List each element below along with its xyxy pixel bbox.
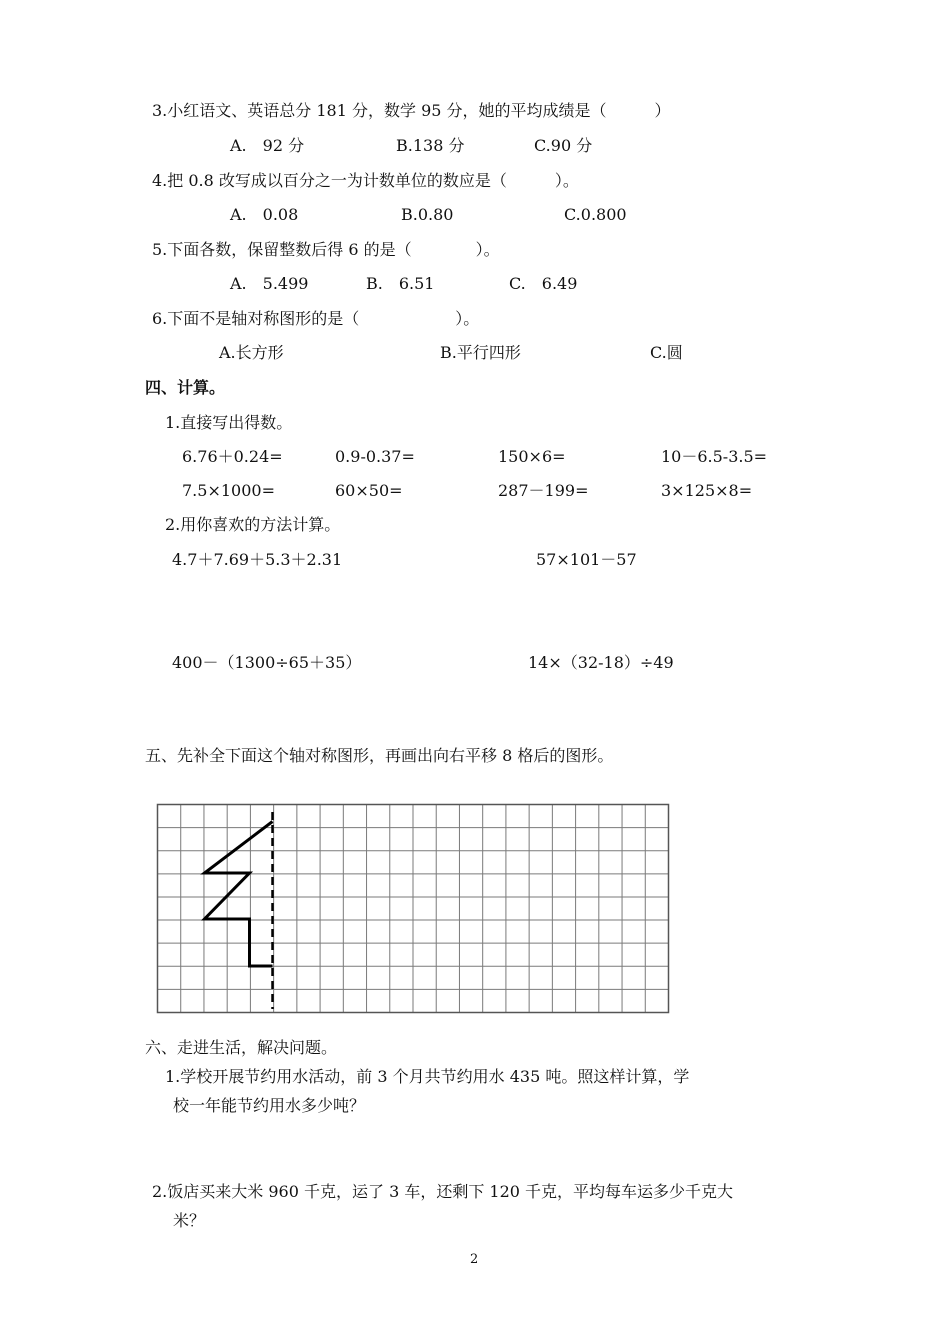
problem-1-line-1: 1.学校开展节约用水活动，前 3 个月共节约用水 435 吨。照这样计算，学	[165, 1067, 690, 1086]
problem-1-line-2: 校一年能节约用水多少吨？	[173, 1096, 366, 1115]
calc-1-2: 0.9-0.37=	[335, 447, 415, 466]
question-4: 4.把 0.8 改写成以百分之一为计数单位的数应是（ ）。	[152, 171, 579, 190]
page-number: 2	[470, 1252, 479, 1267]
expression-4: 14×（32-18）÷49	[528, 653, 674, 672]
calc-1-4: 10－6.5-3.5=	[661, 447, 768, 466]
calc-1-1: 6.76＋0.24=	[182, 447, 283, 466]
q6-option-c: C.圆	[650, 343, 683, 362]
expression-1: 4.7＋7.69＋5.3＋2.31	[172, 550, 343, 569]
q3-option-b: B.138 分	[396, 136, 465, 155]
question-6: 6.下面不是轴对称图形的是（ ）。	[152, 309, 480, 328]
calc-2-3: 287－199=	[498, 481, 589, 500]
part-2-title: 2.用你喜欢的方法计算。	[165, 515, 341, 534]
q3-option-a: A. 92 分	[230, 136, 305, 155]
calc-2-4: 3×125×8=	[661, 481, 753, 500]
q4-option-b: B.0.80	[401, 205, 454, 224]
q4-option-a: A. 0.08	[230, 205, 299, 224]
calc-2-1: 7.5×1000=	[182, 481, 275, 500]
q3-option-c: C.90 分	[534, 136, 593, 155]
calc-2-2: 60×50=	[335, 481, 403, 500]
q4-option-c: C.0.800	[564, 205, 627, 224]
q5-option-c: C. 6.49	[509, 274, 578, 293]
q5-option-b: B. 6.51	[366, 274, 435, 293]
drawing-grid	[155, 802, 671, 1019]
question-5: 5.下面各数，保留整数后得 6 的是（ ）。	[152, 240, 500, 259]
question-3: 3.小红语文、英语总分 181 分，数学 95 分，她的平均成绩是（ ）	[152, 101, 671, 120]
calc-1-3: 150×6=	[498, 447, 566, 466]
q6-option-b: B.平行四形	[440, 343, 521, 362]
problem-2-line-1: 2.饭店买来大米 960 千克，运了 3 车，还剩下 120 千克，平均每车运多少千克大	[152, 1182, 734, 1201]
section-5-heading: 五、先补全下面这个轴对称图形，再画出向右平移 8 格后的图形。	[145, 746, 614, 765]
expression-2: 57×101－57	[536, 550, 637, 569]
part-1-title: 1.直接写出得数。	[165, 413, 293, 432]
section-6-heading: 六、走进生活，解决问题。	[145, 1038, 338, 1057]
figure-half-shape	[205, 822, 273, 967]
problem-2-line-2: 米？	[173, 1211, 206, 1230]
q5-option-a: A. 5.499	[230, 274, 309, 293]
q6-option-a: A.长方形	[219, 343, 284, 362]
section-4-heading: 四、计算。	[145, 378, 226, 397]
expression-3: 400－（1300÷65＋35）	[172, 653, 362, 672]
